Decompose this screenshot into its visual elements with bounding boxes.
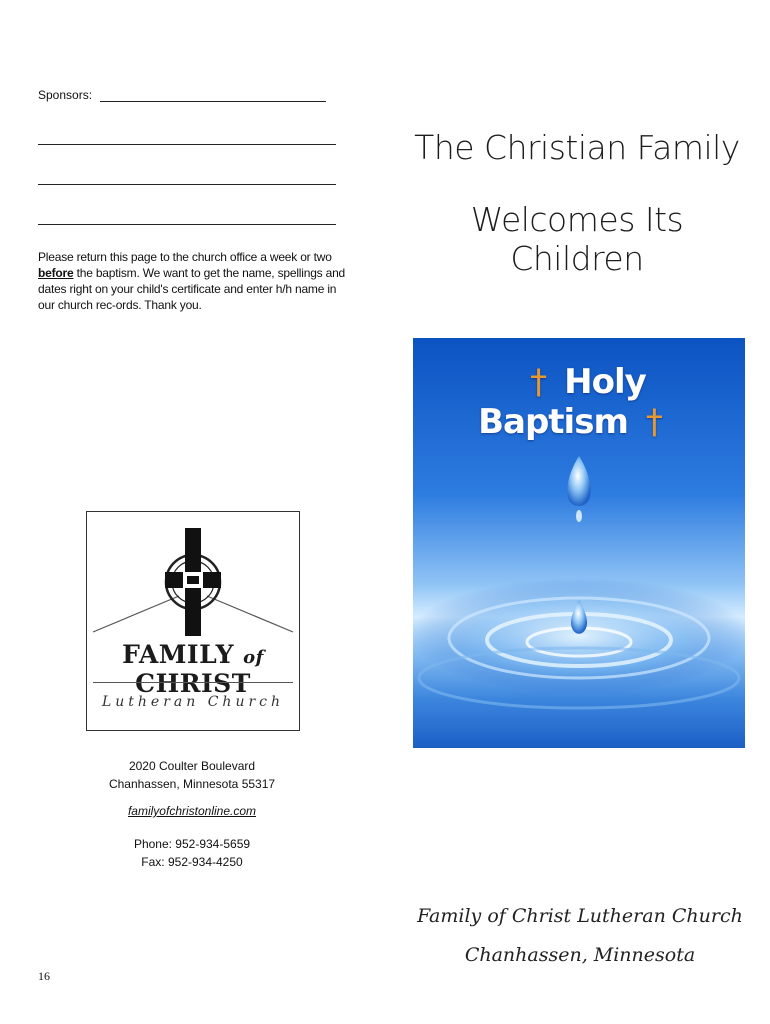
address-line-2: Chanhassen, Minnesota 55317 — [108, 777, 276, 791]
sponsor-blank-line-3[interactable] — [38, 224, 336, 225]
holy-baptism-text: Holy Baptism — [478, 362, 646, 442]
website-link[interactable]: familyofchristonline.com — [127, 804, 257, 818]
logo-subtitle: Lutheran Church — [101, 694, 285, 710]
celtic-cross-icon — [87, 512, 299, 642]
cover-title-line-1: The Christian Family — [414, 128, 740, 167]
footer-church-name: Family of Christ Lutheran Church — [417, 905, 743, 927]
sponsors-row — [38, 88, 326, 102]
footer-location: Chanhassen, Minnesota — [464, 944, 696, 966]
sponsor-blank-line-2[interactable] — [38, 184, 336, 185]
notice-text-end: the baptism. We want to get the name, spellings and dates right on your child's certificate and enter h/h name in our church rec-ords. Thank you. — [38, 266, 346, 312]
holy-baptism-heading — [413, 362, 745, 442]
sponsors-blank-line[interactable] — [100, 89, 326, 102]
fax-number: Fax: 952-934-4250 — [141, 855, 243, 869]
sponsors-label: Sponsors: — [38, 88, 93, 102]
logo-name-family: FAMILY — [122, 640, 234, 669]
church-logo — [86, 511, 300, 731]
page-number: 16 — [38, 969, 50, 983]
logo-church-name — [87, 640, 299, 698]
cross-icon-left: † — [530, 362, 547, 402]
return-notice — [38, 249, 350, 313]
logo-divider — [93, 682, 293, 683]
baptism-cover-image — [413, 338, 745, 748]
logo-name-christ: CHRIST — [135, 669, 251, 698]
sponsor-blank-line-1[interactable] — [38, 144, 336, 145]
logo-name-of: of — [243, 647, 264, 668]
notice-emphasis: before — [38, 266, 74, 280]
address-line-1: 2020 Coulter Boulevard — [128, 759, 256, 773]
phone-number: Phone: 952-934-5659 — [133, 837, 251, 851]
notice-text-start: Please return this page to the church office a week or two — [38, 250, 332, 264]
cover-title-line-2: Welcomes Its Children — [470, 200, 684, 278]
cross-icon-right: † — [645, 402, 662, 442]
